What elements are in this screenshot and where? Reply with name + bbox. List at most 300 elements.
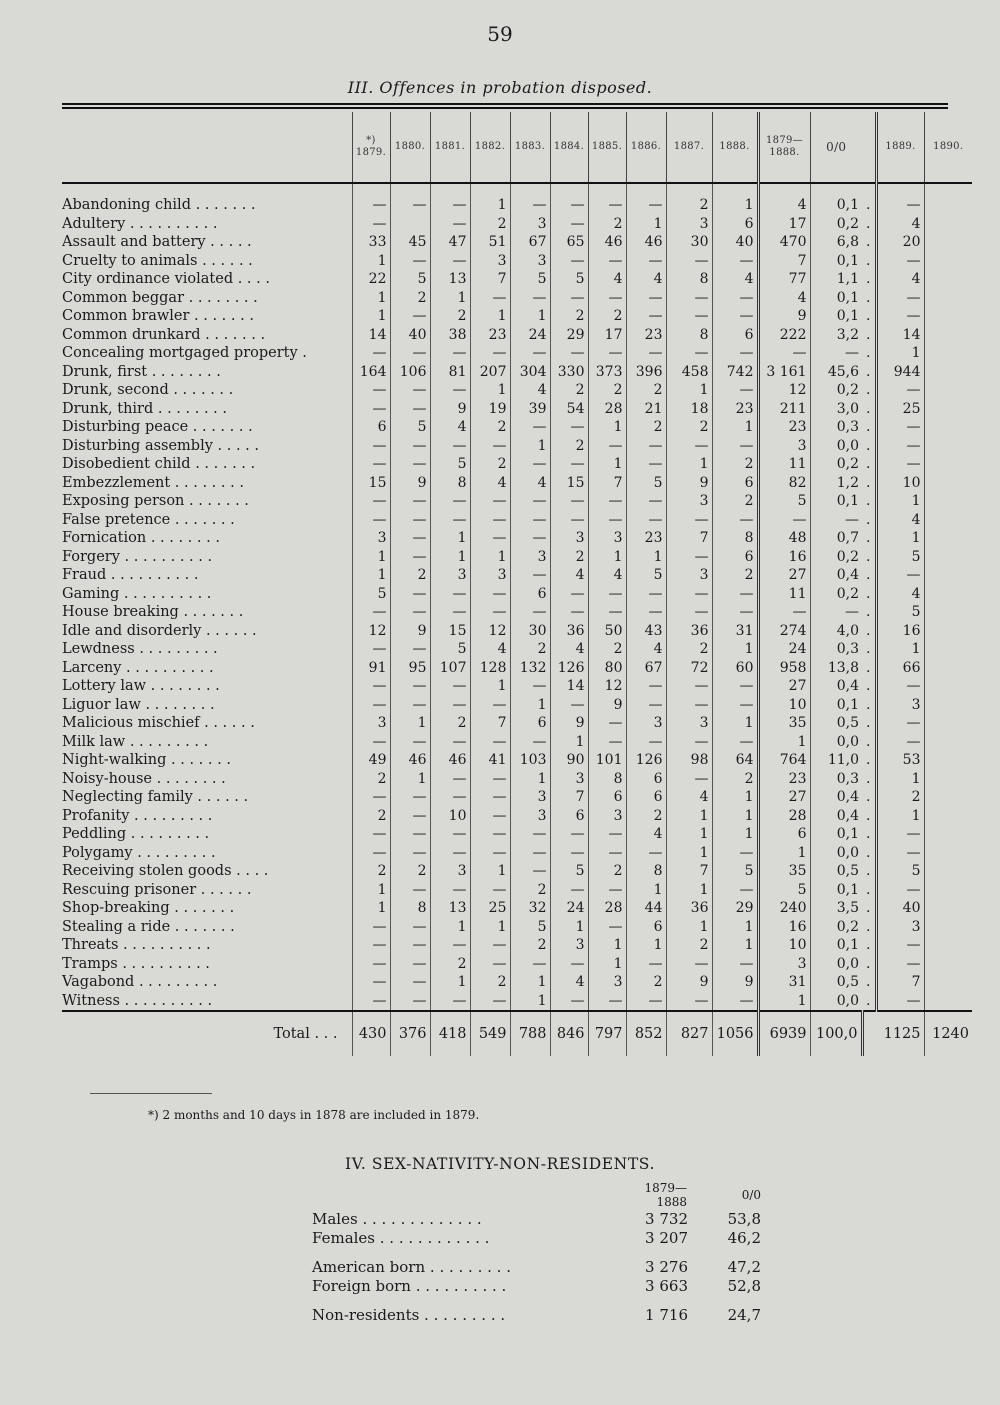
value-cell: 0,0 [810,437,862,456]
table-row [62,807,972,826]
value-cell: 23 [626,326,666,345]
value-cell: 43 [626,622,666,641]
value-cell: — [510,566,550,585]
value-cell: 106 [390,363,430,382]
leader-dot: . [866,918,871,935]
value-cell: — [470,844,510,863]
value-cell: 0,1 [810,696,862,715]
value-cell: 28 [758,807,810,826]
column-header: 1881. [430,112,470,183]
value-cell: — [712,955,758,974]
value-cell: 1 [626,881,666,900]
table-row [62,825,972,844]
value-cell: — [390,381,430,400]
value-cell: 1,1 [810,270,862,289]
value-cell: — [470,511,510,530]
offence-label: Profanity . . . . . . . . . [62,807,213,824]
offence-label: Tramps . . . . . . . . . . [62,955,210,972]
value-cell: 2 [588,862,626,881]
offence-label: Milk law . . . . . . . . . [62,733,209,750]
value-cell: — [390,437,430,456]
total-cell: 376 [390,1011,430,1056]
value-cell: — [550,511,588,530]
column-header: 1889. [876,112,924,183]
value-cell: 35 [758,714,810,733]
table-row [62,474,972,493]
table-row [62,659,972,678]
value-cell: 4 [876,585,924,604]
offence-label: Adultery . . . . . . . . . . [62,215,218,232]
table-row [62,492,972,511]
value-cell: — [876,936,924,955]
value-cell: 21 [626,400,666,419]
value-cell: — [430,733,470,752]
value-cell: 41 [470,751,510,770]
total-cell: 430 [352,1011,390,1056]
value-cell: — [666,955,712,974]
value-cell [390,215,430,234]
value-cell: 3 [470,252,510,271]
value-cell: — [712,585,758,604]
value-cell: — [588,585,626,604]
value-cell: 65 [550,233,588,252]
leader-dot: . [866,789,871,805]
value-cell: 3 [666,492,712,511]
value-cell: — [626,844,666,863]
value-cell: 3 [588,973,626,992]
value-cell [924,437,972,456]
sex-table-period-header: 1879—1888 [644,1181,687,1209]
value-cell: — [352,825,390,844]
value-cell: — [876,992,924,1012]
value-cell: 91 [352,659,390,678]
leader-dot: . [866,604,871,620]
spacer-cell [62,183,352,196]
leader-dot: . [866,252,871,269]
value-cell: — [876,714,924,733]
value-cell: 2 [588,640,626,659]
table-row [62,455,972,474]
gap-cell [312,1296,765,1306]
value-cell: — [390,918,430,937]
value-cell [924,252,972,271]
offence-label: Malicious mischief . . . . . . [62,715,255,731]
column-header: 1888. [712,112,758,183]
value-cell: — [430,196,470,215]
value-cell: — [550,252,588,271]
value-cell: — [390,807,430,826]
value-cell: 6 [626,770,666,789]
value-cell: — [810,603,862,622]
value-cell: — [470,770,510,789]
value-cell: 4 [758,196,810,215]
total-cell: 549 [470,1011,510,1056]
value-cell: — [352,788,390,807]
value-cell: 1 [666,807,712,826]
value-cell: 8 [390,899,430,918]
value-cell: — [390,252,430,271]
offence-label: Peddling . . . . . . . . . [62,826,210,842]
column-header: 1887. [666,112,712,183]
value-cell: 5 [758,492,810,511]
value-cell: 1 [876,640,924,659]
value-cell: 1 [876,492,924,511]
value-cell: — [430,844,470,863]
value-cell: 28 [588,400,626,419]
value-cell: 5 [390,418,430,437]
spacer-cell [510,183,550,196]
table-row [62,714,972,733]
value-cell: 23 [712,400,758,419]
sex-nativity-table [312,1180,765,1325]
total-cell: 852 [626,1011,666,1056]
value-cell: — [712,992,758,1012]
value-cell: — [626,307,666,326]
value-cell: — [390,733,430,752]
value-cell [924,603,972,622]
leader-dot: . [866,271,871,287]
value-cell: 3 [666,714,712,733]
value-cell: 67 [510,233,550,252]
value-cell [924,326,972,345]
value-cell: — [626,696,666,715]
table-row [62,529,972,548]
value-cell: 764 [758,751,810,770]
value-cell: 54 [550,400,588,419]
value-cell: 0,1 [810,492,862,511]
value-cell: 1 [470,307,510,326]
value-cell: 1 [666,881,712,900]
count-value: 3 732 [645,1210,688,1228]
value-cell: 6 [712,215,758,234]
value-cell: — [588,992,626,1012]
value-cell: — [758,603,810,622]
value-cell: 10 [758,936,810,955]
value-cell: 9 [666,474,712,493]
value-cell: — [430,825,470,844]
value-cell: — [626,955,666,974]
value-cell: 2 [550,381,588,400]
value-cell: 3 [758,955,810,974]
percent-value: 24,7 [727,1306,761,1324]
value-cell: 5 [510,918,550,937]
value-cell: 36 [666,622,712,641]
value-cell: 19 [470,400,510,419]
value-cell: 22 [352,270,390,289]
value-cell: — [810,344,862,363]
table-row [62,437,972,456]
value-cell: — [588,603,626,622]
value-cell: 3 [510,788,550,807]
value-cell: 1 [510,696,550,715]
percent-value: 47,2 [727,1258,761,1276]
value-cell: 23 [626,529,666,548]
value-cell: 7 [876,973,924,992]
leader-dot: . [866,308,871,324]
value-cell: — [712,381,758,400]
value-cell: 0,4 [810,566,862,585]
offence-label: Assault and battery . . . . . [62,234,252,250]
value-cell: 8 [626,862,666,881]
value-cell: 4 [470,474,510,493]
value-cell: — [626,455,666,474]
value-cell: 13 [430,899,470,918]
value-cell: 107 [430,659,470,678]
group-gap [312,1248,765,1258]
value-cell: 36 [550,622,588,641]
value-cell: 3 [550,770,588,789]
table-row [62,585,972,604]
value-cell: 3 [666,215,712,234]
value-cell: 9 [390,622,430,641]
offence-label: Common drunkard . . . . . . . [62,326,266,343]
table-row [62,418,972,437]
value-cell: — [666,511,712,530]
value-cell: — [390,344,430,363]
table-row [62,215,972,234]
offence-label: Drunk, third . . . . . . . . [62,400,228,417]
leader-dot: . [866,881,871,898]
value-cell: 64 [712,751,758,770]
value-cell [924,455,972,474]
leader-dot: . [866,234,871,250]
value-cell: — [666,603,712,622]
value-cell: — [430,881,470,900]
table-row [62,973,972,992]
value-cell: 14 [352,326,390,345]
value-cell: — [352,455,390,474]
total-label: Total . . . [62,1011,352,1056]
value-cell: — [712,307,758,326]
value-cell: 1 [510,973,550,992]
value-cell: — [712,437,758,456]
value-cell: — [470,955,510,974]
value-cell: 40 [390,326,430,345]
value-cell: 1 [430,548,470,567]
value-cell: 1 [758,992,810,1012]
spacer-row [62,183,972,196]
value-cell: 0,1 [810,825,862,844]
value-cell: 3,0 [810,400,862,419]
value-cell: — [352,511,390,530]
value-cell: — [430,215,470,234]
value-cell: — [510,455,550,474]
value-cell: 3 [666,566,712,585]
value-cell: 1 [510,437,550,456]
spacer-cell [430,183,470,196]
value-cell: 5 [390,270,430,289]
value-cell: — [430,492,470,511]
value-cell: 36 [666,899,712,918]
value-cell: — [510,418,550,437]
table-body [62,183,972,1056]
column-header: 1885. [588,112,626,183]
value-cell: — [666,696,712,715]
value-cell: 0,5 [810,862,862,881]
value-cell: 4 [626,270,666,289]
value-cell: 29 [712,899,758,918]
value-cell: 3 [510,548,550,567]
value-cell: 1 [470,381,510,400]
offence-label: Disturbing peace . . . . . . . [62,419,253,435]
column-header: *) 1879. [352,112,390,183]
value-cell: 77 [758,270,810,289]
value-cell: — [626,733,666,752]
value-cell [924,585,972,604]
value-cell [924,955,972,974]
value-cell: — [390,400,430,419]
value-cell: 72 [666,659,712,678]
value-cell: 29 [550,326,588,345]
value-cell: 1 [352,548,390,567]
value-cell: — [510,344,550,363]
value-cell: 98 [666,751,712,770]
value-cell: 2 [430,955,470,974]
value-cell: 13 [430,270,470,289]
value-cell: 27 [758,566,810,585]
count-value: 3 207 [645,1229,688,1247]
value-cell: — [666,548,712,567]
footnote: *) 2 months and 10 days in 1878 are included in 1879. [148,1108,480,1122]
value-cell: — [352,973,390,992]
value-cell: 9 [430,400,470,419]
value-cell: 11,0 [810,751,862,770]
value-cell [924,899,972,918]
value-cell: 3 [550,529,588,548]
leader-dot: . [866,289,871,306]
total-cell: 418 [430,1011,470,1056]
value-cell [924,400,972,419]
value-cell: — [430,696,470,715]
value-cell: — [430,344,470,363]
value-cell: 25 [876,400,924,419]
table-header-row [62,112,972,183]
table-row [62,677,972,696]
value-cell: — [470,936,510,955]
value-cell: 5 [550,270,588,289]
value-cell: 3 [510,215,550,234]
value-cell: 330 [550,363,588,382]
spacer-cell [876,183,924,196]
value-cell: 40 [876,899,924,918]
value-cell: — [510,733,550,752]
value-cell: 5 [758,881,810,900]
value-cell: 18 [666,400,712,419]
value-cell: 2 [470,455,510,474]
value-cell: 46 [588,233,626,252]
value-cell: — [430,992,470,1012]
value-cell: 17 [758,215,810,234]
label-header [62,112,352,183]
leader-dot: . [866,511,871,528]
value-cell: 0,0 [810,955,862,974]
value-cell: 9 [588,696,626,715]
value-cell: — [352,196,390,215]
value-cell: 4 [666,788,712,807]
value-cell: — [550,196,588,215]
value-cell: 12 [470,622,510,641]
leader-dot: . [866,678,871,694]
value-cell: 5 [430,455,470,474]
value-cell: 2 [588,215,626,234]
sex-table-blank-header [312,1180,614,1210]
sex-table-row [312,1306,765,1325]
count-value: 1 716 [645,1306,688,1324]
leader-dot: . [866,382,871,398]
value-cell: 24 [550,899,588,918]
value-cell: — [550,696,588,715]
value-cell: 0,0 [810,992,862,1012]
value-cell [924,844,972,863]
top-rule-inner [62,107,948,109]
value-cell [924,344,972,363]
value-cell: — [352,992,390,1012]
offence-label: Idle and disorderly . . . . . . [62,622,257,639]
spacer-cell [924,183,972,196]
total-cell: 788 [510,1011,550,1056]
leader-dot: . [866,992,871,1009]
offence-label: Common brawler . . . . . . . [62,308,254,324]
total-cell: 1240 [924,1011,972,1056]
value-cell: — [550,585,588,604]
value-cell: — [510,603,550,622]
sex-table-row [312,1277,765,1296]
value-cell: — [510,955,550,974]
value-cell: 5 [712,862,758,881]
value-cell: 222 [758,326,810,345]
table-row [62,862,972,881]
value-cell: — [588,437,626,456]
value-cell: 458 [666,363,712,382]
offence-label: Liguor law . . . . . . . . [62,696,215,713]
offence-label: Neglecting family . . . . . . [62,789,249,805]
offence-label: Forgery . . . . . . . . . . [62,548,213,565]
value-cell: 6 [758,825,810,844]
value-cell: — [390,955,430,974]
value-cell: 4 [550,973,588,992]
value-cell: 67 [626,659,666,678]
value-cell: 15 [352,474,390,493]
value-cell: 80 [588,659,626,678]
value-cell: 4 [626,640,666,659]
value-cell: 12 [758,381,810,400]
value-cell: 1 [626,215,666,234]
value-cell: 4 [588,270,626,289]
value-cell: 1 [550,733,588,752]
category-label: American born . . . . . . . . . [312,1258,511,1276]
sex-nativity-title: IV. SEX-NATIVITY-NON-RESIDENTS. [345,1155,655,1173]
value-cell: 10 [430,807,470,826]
value-cell: 60 [712,659,758,678]
value-cell: 44 [626,899,666,918]
value-cell: 7 [588,474,626,493]
value-cell: 1 [470,918,510,937]
value-cell: 6 [626,788,666,807]
value-cell: 1 [352,289,390,308]
value-cell: 90 [550,751,588,770]
value-cell [924,529,972,548]
value-cell: 0,0 [810,733,862,752]
value-cell: — [876,437,924,456]
value-cell: 6 [510,585,550,604]
value-cell: 3 [876,918,924,937]
value-cell: 3 [876,696,924,715]
value-cell: — [470,733,510,752]
value-cell [924,511,972,530]
value-cell: 2 [666,936,712,955]
value-cell: — [430,603,470,622]
value-cell: 0,1 [810,289,862,308]
